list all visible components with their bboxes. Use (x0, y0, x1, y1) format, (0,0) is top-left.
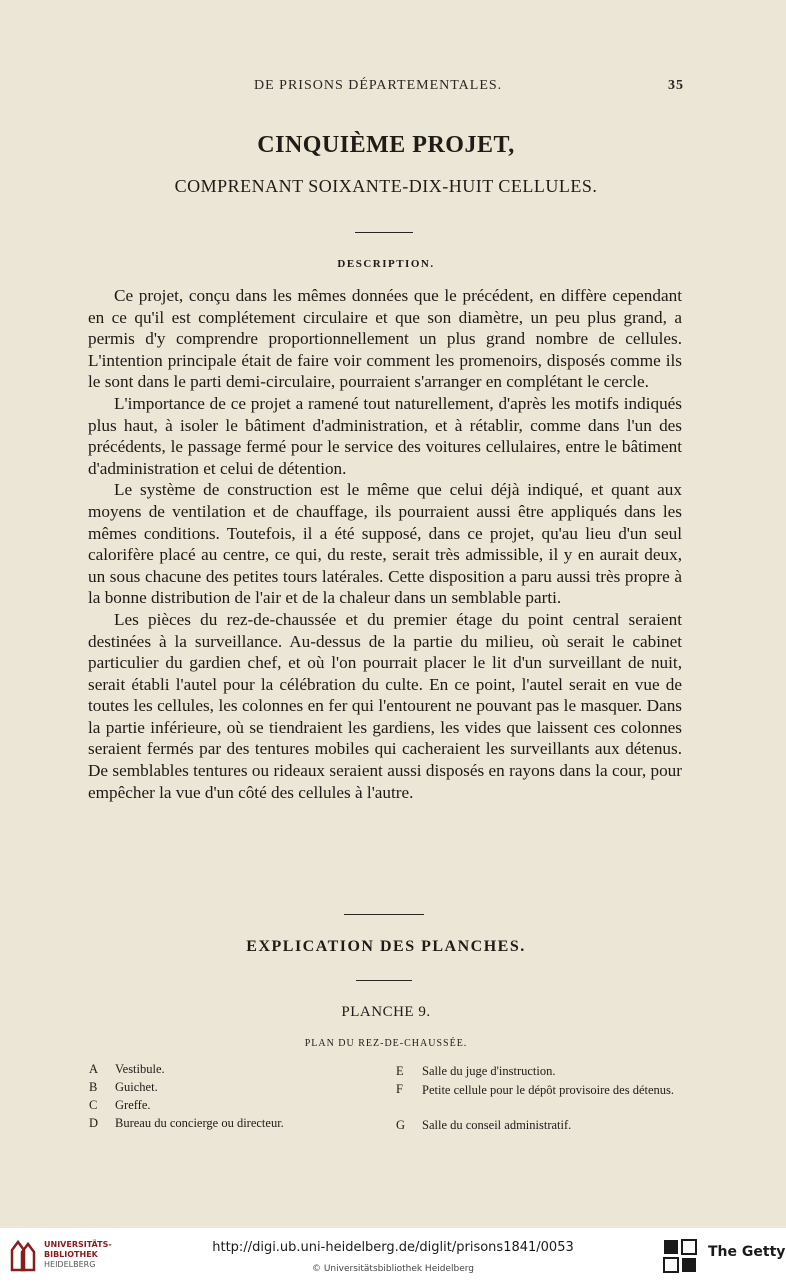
library-line: BIBLIOTHEK (44, 1250, 98, 1259)
permalink-url[interactable]: http://digi.ub.uni-heidelberg.de/diglit/prisons1841/0053 (212, 1240, 574, 1255)
library-line: HEIDELBERG (44, 1260, 96, 1269)
legend-key: F (396, 1082, 403, 1096)
divider (344, 914, 424, 915)
viewer-footer (0, 1228, 786, 1284)
legend-label: Bureau du concierge ou directeur. (115, 1116, 284, 1130)
legend-item (396, 1064, 686, 1082)
getty-label[interactable]: The Getty (708, 1244, 786, 1260)
paragraph: Le système de construction est le même que celui déjà indiqué, et quant aux moyens de ventilation et de chauffage, ils pourraient aussi être appliqués dans les mêmes conditions. Toutefois, il a été supposé, dans ce projet, qu'au lieu d'un seul calorifère placé au centre, ce qui, du reste, serait très admissible, il y en aurait deux, un sous chacune des petites tours latérales. Cette disposition a paru aussi très propre à la bonne distribution de l'air et de la chaleur dans un semblable parti. (88, 480, 682, 608)
legend-key: C (89, 1098, 98, 1112)
legend-item (89, 1080, 379, 1098)
running-head (84, 78, 688, 100)
legend-key: D (89, 1116, 99, 1130)
page-number: 35 (668, 78, 684, 93)
legend-item (396, 1082, 686, 1118)
planche-title: PLANCHE 9. (341, 1004, 431, 1020)
legend-item (89, 1098, 379, 1116)
legend-label: Greffe. (115, 1098, 151, 1112)
getty-logo-icon[interactable] (662, 1238, 698, 1274)
paragraph: L'importance de ce projet a ramené tout naturellement, d'après les motifs indiqués plus haut, à isoler le bâtiment d'administration, et à rétablir, comme dans l'un des précédents, le passage fermé pour le service des voitures cellulaires, entre le bâtiment d'administration et celui de détention. (88, 393, 682, 478)
explanation-heading: EXPLICATION DES PLANCHES. (246, 938, 526, 955)
legend-key: A (89, 1062, 99, 1076)
copyright-notice: © Universitätsbibliothek Heidelberg (311, 1264, 474, 1274)
divider (356, 980, 412, 981)
legend-key: G (396, 1118, 406, 1132)
section-title: CINQUIÈME PROJET, (257, 132, 515, 158)
legend-item (89, 1062, 379, 1080)
divider (355, 232, 413, 233)
library-line: UNIVERSITÄTS- (44, 1240, 112, 1249)
paragraph: Ce projet, conçu dans les mêmes données que le précédent, en diffère cependant en ce qu'il est complétement circulaire et que son diamètre, un peu plus grand, a permis d'y comprendre proportionnellement un plus grand nombre de cellules. L'intention principale était de faire voir comment les promenoirs, disposés comme ils le sont dans le parti demi-circulaire, pourraient s'arranger en complétant le cercle. (88, 286, 682, 392)
legend-label: Salle du conseil administratif. (422, 1118, 572, 1132)
legend-item (89, 1116, 379, 1134)
body-text (88, 285, 682, 803)
legend-label: Salle du juge d'instruction. (422, 1064, 556, 1078)
legend-item (396, 1118, 686, 1136)
legend-key: B (89, 1080, 98, 1094)
plan-title: PLAN DU REZ-DE-CHAUSSÉE. (304, 1038, 468, 1049)
legend-key: E (396, 1064, 404, 1078)
description-heading: DESCRIPTION. (337, 258, 435, 270)
legend-label: Petite cellule pour le dépôt provisoire des détenus. (422, 1083, 675, 1097)
legend-right (396, 1064, 686, 1136)
running-title: DE PRISONS DÉPARTEMENTALES. (254, 78, 503, 93)
section-subtitle: COMPRENANT SOIXANTE-DIX-HUIT CELLULES. (174, 176, 598, 196)
legend-label: Vestibule. (115, 1062, 165, 1076)
paragraph: Les pièces du rez-de-chaussée et du premier étage du point central seraient destinées à la surveillance. Au-dessus de la partie du milieu, où serait le cabinet particulier du gardien chef, et où l'on pourrait placer le lit d'un surveillant de nuit, serait établi l'autel pour la célébration du culte. En ce point, l'autel serait en vue de toutes les cellules, les colonnes en fer qui l'entourent ne pouvant pas le masquer. Dans la partie inférieure, où se tiendraient les gardiens, les vides que laissent ces colonnes seraient fermés par des tentures mobiles qui cacheraient les surveillants aux détenus. De semblables tentures ou rideaux seraient aussi disposés en rayons dans la cour, pour empêcher la vue d'un côté des cellules à l'autre. (88, 609, 682, 802)
legend-left (89, 1062, 379, 1134)
legend-label: Guichet. (115, 1080, 158, 1094)
